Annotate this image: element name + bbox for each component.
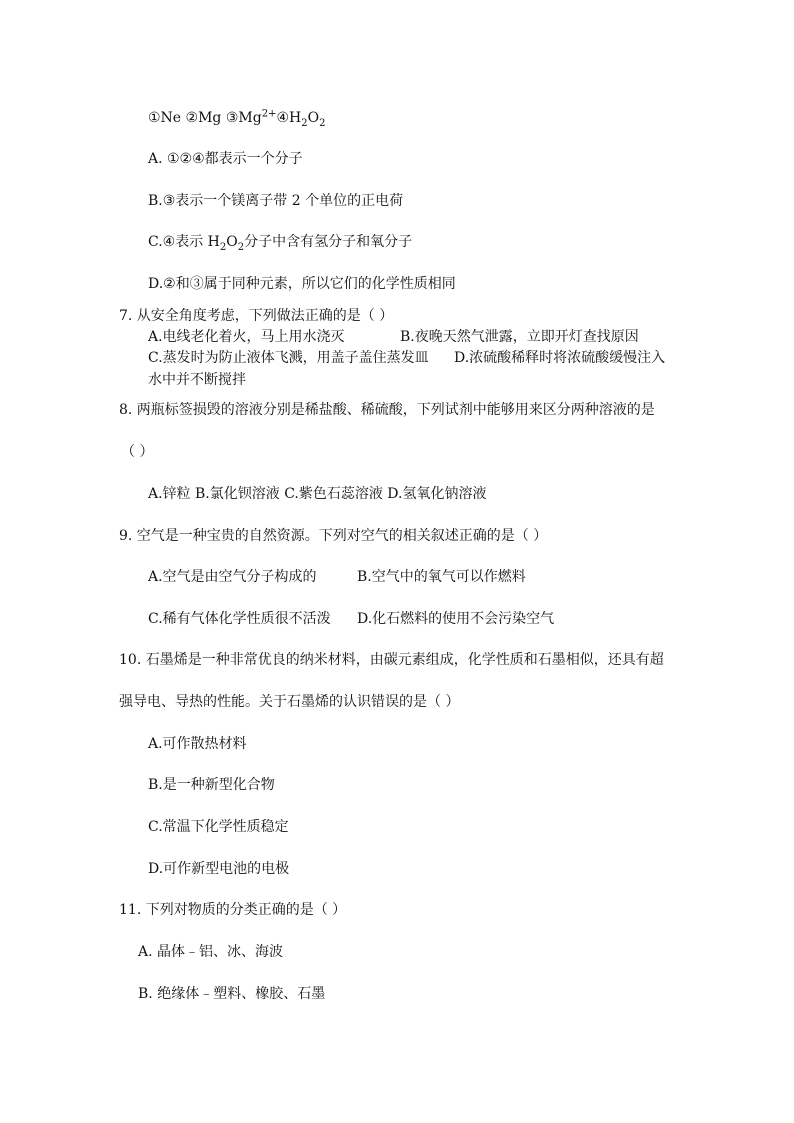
q9-option-a: A.空气是由空气分子构成的	[148, 569, 317, 585]
intro-symbols-sub1: 2	[301, 117, 308, 129]
q7-option-b: B.夜晚天然气泄露，立即开灯查找原因	[400, 329, 639, 345]
q10-stem-line2: 强导电、导热的性能。关于石墨烯的认识错误的是（ ）	[119, 694, 460, 710]
q6-option-c-post: 分子中含有氢分子和氧分子	[244, 234, 413, 250]
q6-option-c-sub2: 2	[237, 241, 245, 253]
q6-option-b: B.③表示一个镁离子带 2 个单位的正电荷	[148, 193, 404, 209]
q6-option-a: A. ①②④都表示一个分子	[148, 151, 303, 167]
intro-symbols-c: O	[307, 110, 320, 126]
q9-option-b: B.空气中的氧气可以作燃料	[357, 569, 526, 585]
q6-option-c-sub1: 2	[219, 241, 227, 253]
q9-stem: 9. 空气是一种宝贵的自然资源。下列对空气的相关叙述正确的是（ ）	[119, 528, 548, 544]
q6-option-c-pre: C.④表示 H	[148, 234, 220, 250]
intro-symbols-charge: 2+	[261, 108, 277, 120]
q9-option-d: D.化石燃料的使用不会污染空气	[357, 611, 555, 627]
q11-stem: 11. 下列对物质的分类正确的是（ ）	[119, 902, 347, 918]
q7-stem: 7. 从安全角度考虑，下列做法正确的是（ ）	[119, 308, 394, 324]
q11-option-b: B. 绝缘体﹣塑料、橡胶、石墨	[138, 986, 326, 1002]
q8-options: A.锌粒 B.氯化钡溶液 C.紫色石蕊溶液 D.氢氧化钠溶液	[148, 486, 487, 502]
q7-option-d-cont: 水中并不断搅拌	[148, 372, 246, 388]
q8-stem: 8. 两瓶标签损毁的溶液分别是稀盐酸、稀硫酸，下列试剂中能够用来区分两种溶液的是	[119, 402, 655, 418]
q7-option-a: A.电线老化着火，马上用水浇灭	[148, 329, 345, 345]
intro-symbols-sub2: 2	[319, 117, 326, 129]
q7-option-c: C.蒸发时为防止液体飞溅，用盖子盖住蒸发皿	[148, 350, 429, 366]
q10-option-a: A.可作散热材料	[148, 736, 247, 752]
q10-option-d: D.可作新型电池的电极	[148, 861, 290, 877]
q6-option-c-mid: O	[226, 234, 238, 250]
intro-symbols-b: ④H	[276, 110, 302, 126]
intro-symbols-line	[148, 108, 325, 128]
q10-option-c: C.常温下化学性质稳定	[148, 819, 289, 835]
q10-option-b: B.是一种新型化合物	[148, 777, 275, 793]
q6-option-d: D.②和③属于同种元素，所以它们的化学性质相同	[148, 276, 456, 292]
q9-option-c: C.稀有气体化学性质很不活泼	[148, 611, 331, 627]
q6-option-c	[148, 232, 412, 252]
intro-symbols-a: ①Ne ②Mg ③Mg	[148, 110, 262, 126]
q7-option-d: D.浓硫酸稀释时将浓硫酸缓慢注入	[454, 350, 666, 366]
q8-paren: （ ）	[121, 444, 154, 460]
q10-stem-line1: 10. 石墨烯是一种非常优良的纳米材料，由碳元素组成，化学性质和石墨相似，还具有超	[119, 652, 664, 668]
q11-option-a: A. 晶体﹣铝、冰、海波	[138, 944, 284, 960]
